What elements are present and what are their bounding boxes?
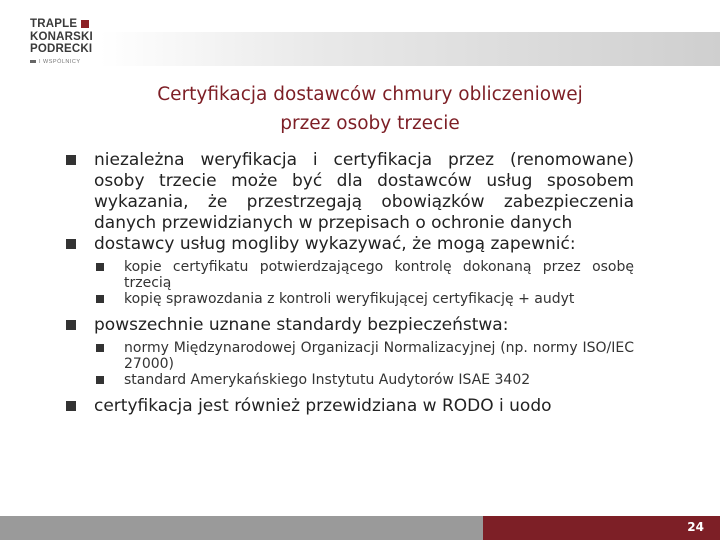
sub-bullet-item [96,340,634,372]
bullet-text: powszechnie uznane standardy bezpieczeństwa: [94,315,509,335]
bullet-square-icon [66,320,76,330]
logo-line-1: TRAPLE [30,18,78,30]
slide-title [110,80,630,138]
bullet-text: niezależna weryfikacja i certyfikacja przez (renomowane) osoby trzecie może być dla dostawców usług sposobem wykazania, że przestrzegają obowiązków zabezpieczenia danych przewidzianych w przepisach o ochronie danych [94,150,634,233]
bullet-square-icon [66,155,76,165]
sub-bullet-square-icon [96,263,104,271]
bullet-item [66,150,634,234]
sub-bullet-item [96,259,634,291]
bullet-text: dostawcy usług mogliby wykazywać, że mogą zapewnić: [94,234,576,254]
company-logo [30,18,96,65]
slide-content [66,150,634,417]
sub-bullet-text: normy Międzynarodowej Organizacji Normalizacyjnej (np. normy ISO/IEC 27000) [124,340,634,372]
sub-bullet-text: kopie certyfikatu potwierdzającego kontrolę dokonaną przez osobę trzecią [124,259,634,291]
bullet-item [66,315,634,336]
page-number: 24 [687,520,704,534]
bullet-text: certyfikacja jest również przewidziana w RODO i uodo [94,396,552,416]
slide-title-line-2: przez osoby trzecie [280,113,460,134]
sub-bullet-square-icon [96,376,104,384]
sub-bullet-square-icon [96,295,104,303]
logo-line-3: PODRECKI [30,43,93,55]
footer-accent-block [483,516,720,540]
bullet-item [66,234,634,255]
header-band [100,32,720,66]
bullet-square-icon [66,239,76,249]
sub-bullet-text: standard Amerykańskiego Instytutu Audytorów ISAE 3402 [124,372,531,388]
logo-square-icon [81,20,89,28]
sub-bullet-item [96,291,634,307]
logo-line-2: KONARSKI [30,30,93,43]
logo-line-4: I WSPÓLNICY [39,58,81,65]
sub-bullet-item [96,372,634,388]
logo-mini-bar-icon [30,60,36,63]
footer-bar [0,516,720,540]
sub-bullet-text: kopię sprawozdania z kontroli weryfikującej certyfikację + audyt [124,291,575,307]
slide-title-line-1: Certyfikacja dostawców chmury obliczeniowej [157,84,583,105]
bullet-item [66,396,634,417]
sub-bullet-square-icon [96,344,104,352]
bullet-square-icon [66,401,76,411]
